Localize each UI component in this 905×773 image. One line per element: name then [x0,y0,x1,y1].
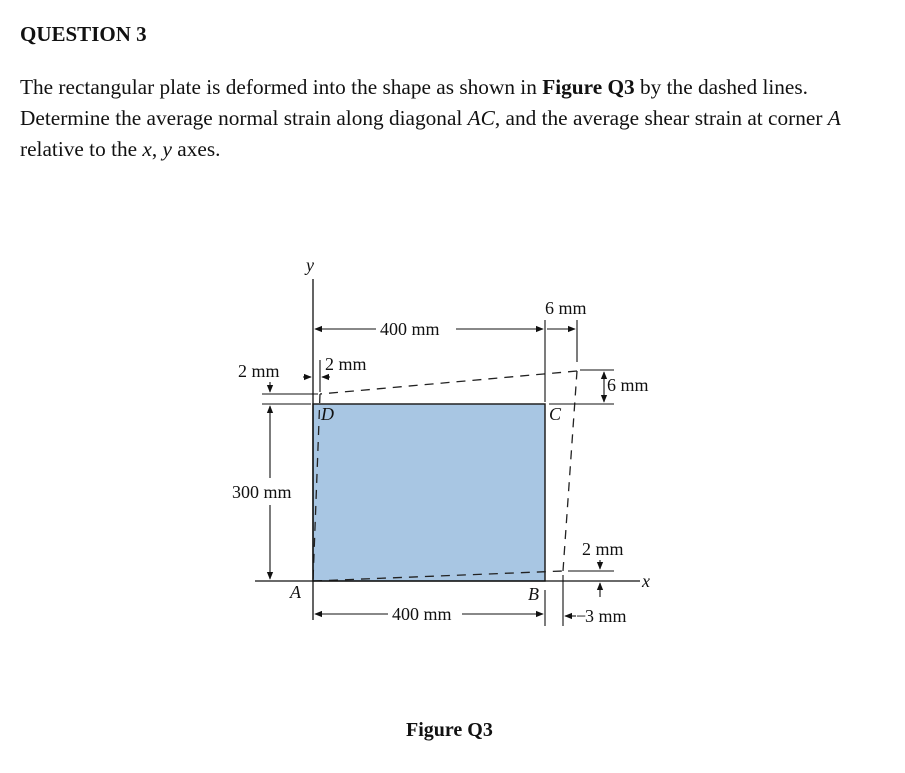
figure-caption: Figure Q3 [406,719,493,741]
top-left-shift-label: 2 mm [325,354,367,374]
diagonal-label: AC [467,106,495,130]
x-axis-label: x [642,571,650,591]
bottom-right-rise-label: 2 mm [582,539,624,559]
top-right-shift-dimension [547,320,577,362]
top-left-rise-dimension [262,382,318,394]
figure-reference: Figure Q3 [542,75,635,99]
axis-x-ref: x [142,137,152,161]
bottom-right-shift-label: 3 mm [585,606,627,626]
question-text-part: , [151,137,163,161]
bottom-width-label: 400 mm [392,604,452,624]
top-left-rise-label: 2 mm [238,361,280,381]
height-label: 300 mm [232,482,292,502]
corner-label: A [827,106,841,130]
top-width-label: 400 mm [380,319,440,339]
top-right-shift-label: 6 mm [545,298,587,318]
y-axis-label: y [306,255,314,275]
bottom-right-rise-dimension [568,560,614,597]
minus-sign: − [576,606,587,626]
question-heading: QUESTION 3 [20,22,147,46]
point-c-label: C [549,404,562,424]
question-text-part: The rectangular plate is deformed into the shape as shown in [20,75,543,99]
point-d-label: D [321,404,334,424]
axis-y-ref: y [162,137,172,161]
point-b-label: B [528,584,539,604]
question-text-part: , and the average shear strain at corner [494,106,828,130]
question-text-part: by the dashed lines. Determine the average normal strain along diagonal [20,75,808,130]
question-text-part: axes. [171,137,221,161]
top-right-rise-dimension [549,370,614,404]
top-right-rise-label: 6 mm [607,375,649,395]
plate [313,404,545,581]
point-a-label: A [290,582,301,602]
question-text-part: relative to the [20,137,143,161]
bottom-right-shift-dimension [563,575,576,626]
